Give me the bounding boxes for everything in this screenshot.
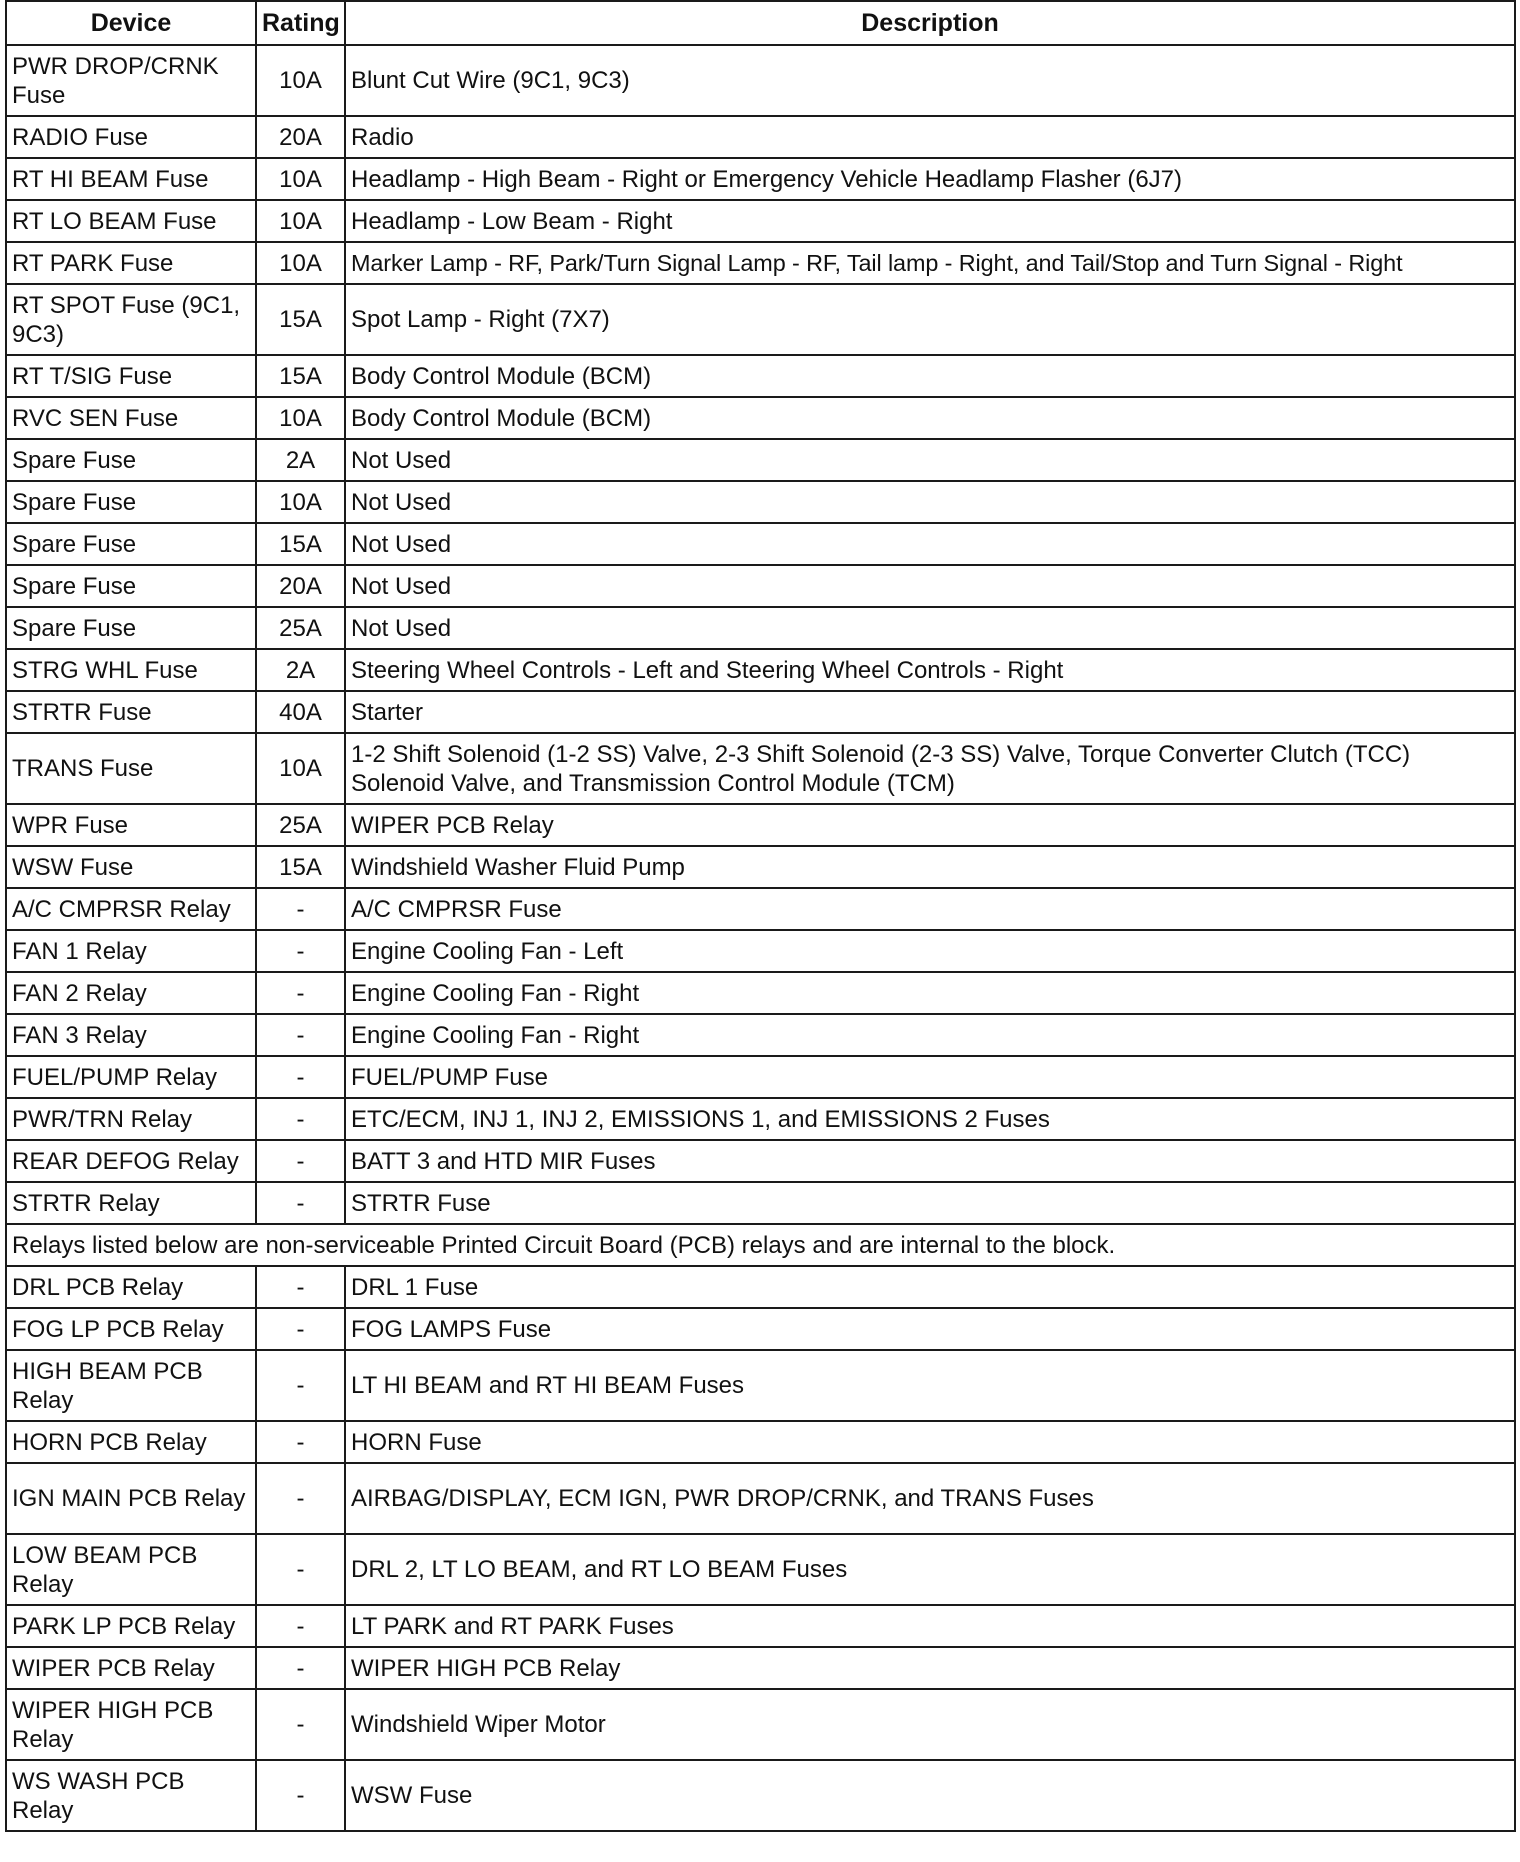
device-cell: FAN 3 Relay	[6, 1014, 256, 1056]
rating-cell: 15A	[256, 355, 345, 397]
rating-cell: 10A	[256, 200, 345, 242]
rating-cell: 25A	[256, 804, 345, 846]
description-cell: Spot Lamp - Right (7X7)	[345, 284, 1515, 355]
device-cell: A/C CMPRSR Relay	[6, 888, 256, 930]
table-row	[6, 45, 1515, 116]
rating-cell: 15A	[256, 523, 345, 565]
table-row	[6, 242, 1515, 284]
description-cell: Radio	[345, 116, 1515, 158]
rating-cell: 15A	[256, 284, 345, 355]
device-cell: WPR Fuse	[6, 804, 256, 846]
description-cell: Not Used	[345, 439, 1515, 481]
table-row	[6, 1266, 1515, 1308]
description-cell: Windshield Wiper Motor	[345, 1689, 1515, 1760]
device-cell: LOW BEAM PCB Relay	[6, 1534, 256, 1605]
description-cell: Windshield Washer Fluid Pump	[345, 846, 1515, 888]
rating-cell: -	[256, 1689, 345, 1760]
description-cell: Marker Lamp - RF, Park/Turn Signal Lamp - RF, Tail lamp - Right, and Tail/Stop and Turn Signal - Right	[345, 242, 1515, 284]
device-cell: DRL PCB Relay	[6, 1266, 256, 1308]
table-row	[6, 523, 1515, 565]
description-cell: WIPER HIGH PCB Relay	[345, 1647, 1515, 1689]
rating-cell: -	[256, 1140, 345, 1182]
rating-cell: -	[256, 1534, 345, 1605]
description-cell: WIPER PCB Relay	[345, 804, 1515, 846]
table-row	[6, 607, 1515, 649]
device-cell: PARK LP PCB Relay	[6, 1605, 256, 1647]
device-cell: RT T/SIG Fuse	[6, 355, 256, 397]
table-row	[6, 1689, 1515, 1760]
device-cell: RT SPOT Fuse (9C1, 9C3)	[6, 284, 256, 355]
table-row	[6, 1056, 1515, 1098]
rating-cell: -	[256, 972, 345, 1014]
rating-cell: -	[256, 1182, 345, 1224]
device-cell: WIPER PCB Relay	[6, 1647, 256, 1689]
description-cell: Not Used	[345, 523, 1515, 565]
device-cell: WIPER HIGH PCB Relay	[6, 1689, 256, 1760]
device-cell: Spare Fuse	[6, 481, 256, 523]
table-row	[6, 846, 1515, 888]
table-row	[6, 1308, 1515, 1350]
rating-cell: 2A	[256, 649, 345, 691]
device-cell: Spare Fuse	[6, 439, 256, 481]
description-cell: DRL 2, LT LO BEAM, and RT LO BEAM Fuses	[345, 1534, 1515, 1605]
rating-cell: -	[256, 930, 345, 972]
rating-cell: -	[256, 1266, 345, 1308]
device-cell: WSW Fuse	[6, 846, 256, 888]
device-cell: RT LO BEAM Fuse	[6, 200, 256, 242]
device-cell: STRG WHL Fuse	[6, 649, 256, 691]
description-cell: Not Used	[345, 565, 1515, 607]
table-row	[6, 158, 1515, 200]
table-row	[6, 116, 1515, 158]
table-row	[6, 1182, 1515, 1224]
rating-cell: 20A	[256, 116, 345, 158]
rating-cell: 10A	[256, 242, 345, 284]
table-row	[6, 649, 1515, 691]
device-cell: STRTR Relay	[6, 1182, 256, 1224]
rating-cell: -	[256, 1098, 345, 1140]
table-row	[6, 1350, 1515, 1421]
table-row	[6, 1647, 1515, 1689]
device-cell: RADIO Fuse	[6, 116, 256, 158]
device-cell: REAR DEFOG Relay	[6, 1140, 256, 1182]
table-header-row	[6, 1, 1515, 45]
rating-cell: 2A	[256, 439, 345, 481]
rating-cell: -	[256, 1760, 345, 1831]
description-cell: Engine Cooling Fan - Right	[345, 1014, 1515, 1056]
rating-cell: 10A	[256, 45, 345, 116]
description-cell: HORN Fuse	[345, 1421, 1515, 1463]
rating-cell: 10A	[256, 481, 345, 523]
rating-cell: -	[256, 1421, 345, 1463]
device-cell: RT PARK Fuse	[6, 242, 256, 284]
table-row	[6, 355, 1515, 397]
table-row	[6, 1140, 1515, 1182]
description-cell: DRL 1 Fuse	[345, 1266, 1515, 1308]
fuse-relay-table	[5, 0, 1516, 1832]
rating-cell: -	[256, 1014, 345, 1056]
description-cell: ETC/ECM, INJ 1, INJ 2, EMISSIONS 1, and EMISSIONS 2 Fuses	[345, 1098, 1515, 1140]
rating-cell: -	[256, 1350, 345, 1421]
table-row	[6, 284, 1515, 355]
pcb-note-row	[6, 1224, 1515, 1266]
device-cell: Spare Fuse	[6, 607, 256, 649]
table-row	[6, 972, 1515, 1014]
pcb-note: Relays listed below are non-serviceable Printed Circuit Board (PCB) relays and are internal to the block.	[6, 1224, 1515, 1266]
description-cell: AIRBAG/DISPLAY, ECM IGN, PWR DROP/CRNK, and TRANS Fuses	[345, 1463, 1515, 1534]
description-cell: Body Control Module (BCM)	[345, 397, 1515, 439]
device-cell: RT HI BEAM Fuse	[6, 158, 256, 200]
device-cell: FAN 1 Relay	[6, 930, 256, 972]
device-cell: FAN 2 Relay	[6, 972, 256, 1014]
header-rating: Rating	[256, 1, 345, 45]
rating-cell: -	[256, 1605, 345, 1647]
description-cell: Headlamp - Low Beam - Right	[345, 200, 1515, 242]
description-cell: Not Used	[345, 607, 1515, 649]
table-row	[6, 1014, 1515, 1056]
rating-cell: 10A	[256, 158, 345, 200]
table-row	[6, 804, 1515, 846]
table-row	[6, 439, 1515, 481]
device-cell: STRTR Fuse	[6, 691, 256, 733]
header-device: Device	[6, 1, 256, 45]
description-cell: LT HI BEAM and RT HI BEAM Fuses	[345, 1350, 1515, 1421]
rating-cell: 10A	[256, 397, 345, 439]
rating-cell: 15A	[256, 846, 345, 888]
table-row	[6, 930, 1515, 972]
rating-cell: -	[256, 1647, 345, 1689]
device-cell: PWR DROP/CRNK Fuse	[6, 45, 256, 116]
table-row	[6, 888, 1515, 930]
table-row	[6, 1098, 1515, 1140]
device-cell: HORN PCB Relay	[6, 1421, 256, 1463]
table-row	[6, 481, 1515, 523]
device-cell: FUEL/PUMP Relay	[6, 1056, 256, 1098]
description-cell: Steering Wheel Controls - Left and Steering Wheel Controls - Right	[345, 649, 1515, 691]
rating-cell: 40A	[256, 691, 345, 733]
description-cell: STRTR Fuse	[345, 1182, 1515, 1224]
rating-cell: 25A	[256, 607, 345, 649]
table-row	[6, 397, 1515, 439]
table-row	[6, 733, 1515, 804]
description-cell: Starter	[345, 691, 1515, 733]
description-cell: Engine Cooling Fan - Left	[345, 930, 1515, 972]
description-cell: WSW Fuse	[345, 1760, 1515, 1831]
device-cell: Spare Fuse	[6, 565, 256, 607]
description-cell: Not Used	[345, 481, 1515, 523]
rating-cell: -	[256, 1056, 345, 1098]
description-cell: LT PARK and RT PARK Fuses	[345, 1605, 1515, 1647]
description-cell: 1-2 Shift Solenoid (1-2 SS) Valve, 2-3 Shift Solenoid (2-3 SS) Valve, Torque Converter Clutch (TCC) Solenoid Valve, and Transmission Control Module (TCM)	[345, 733, 1515, 804]
rating-cell: 20A	[256, 565, 345, 607]
device-cell: IGN MAIN PCB Relay	[6, 1463, 256, 1534]
table-row	[6, 565, 1515, 607]
description-cell: Headlamp - High Beam - Right or Emergency Vehicle Headlamp Flasher (6J7)	[345, 158, 1515, 200]
rating-cell: -	[256, 1463, 345, 1534]
description-cell: FOG LAMPS Fuse	[345, 1308, 1515, 1350]
header-description: Description	[345, 1, 1515, 45]
description-cell: Blunt Cut Wire (9C1, 9C3)	[345, 45, 1515, 116]
device-cell: Spare Fuse	[6, 523, 256, 565]
rating-cell: -	[256, 1308, 345, 1350]
device-cell: RVC SEN Fuse	[6, 397, 256, 439]
device-cell: FOG LP PCB Relay	[6, 1308, 256, 1350]
rating-cell: -	[256, 888, 345, 930]
description-cell: A/C CMPRSR Fuse	[345, 888, 1515, 930]
device-cell: TRANS Fuse	[6, 733, 256, 804]
table-row	[6, 1421, 1515, 1463]
table-row	[6, 691, 1515, 733]
table-row	[6, 1760, 1515, 1831]
description-cell: BATT 3 and HTD MIR Fuses	[345, 1140, 1515, 1182]
device-cell: PWR/TRN Relay	[6, 1098, 256, 1140]
description-cell: FUEL/PUMP Fuse	[345, 1056, 1515, 1098]
description-cell: Body Control Module (BCM)	[345, 355, 1515, 397]
table-row	[6, 1605, 1515, 1647]
table-row	[6, 1534, 1515, 1605]
table-row	[6, 1463, 1515, 1534]
device-cell: WS WASH PCB Relay	[6, 1760, 256, 1831]
device-cell: HIGH BEAM PCB Relay	[6, 1350, 256, 1421]
table-row	[6, 200, 1515, 242]
rating-cell: 10A	[256, 733, 345, 804]
description-cell: Engine Cooling Fan - Right	[345, 972, 1515, 1014]
